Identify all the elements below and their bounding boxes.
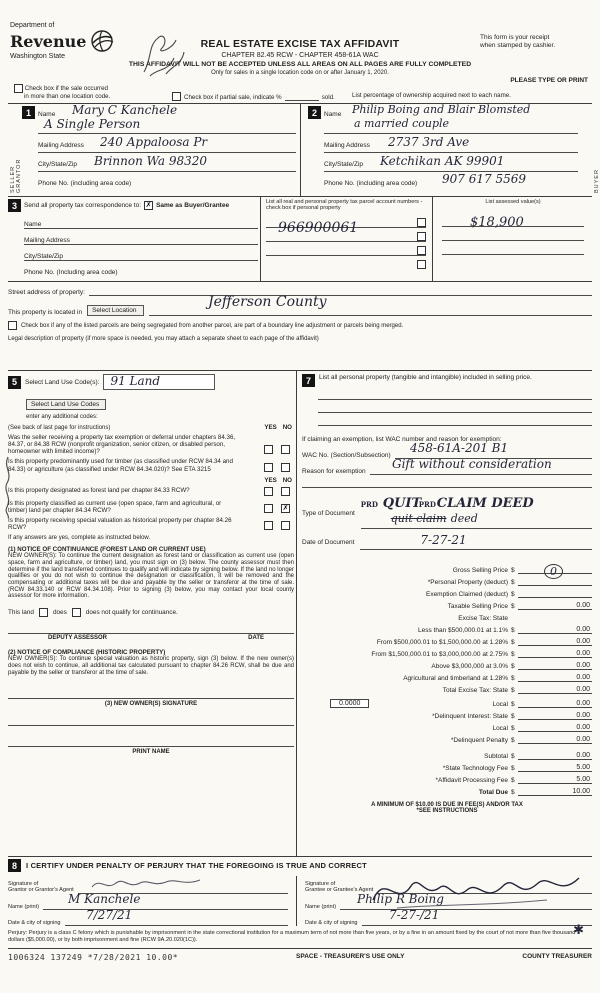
seller-name-field[interactable]: Name Mary C Kanchele A Single Person	[38, 103, 296, 134]
notice-compliance-title: (2) NOTICE OF COMPLIANCE (HISTORIC PROPERTY)	[8, 649, 166, 657]
local-tax-field[interactable]: 0.00	[518, 700, 592, 708]
ownership-note: List percentage of ownership acquired next to each name.	[352, 92, 511, 99]
personal-property-label: List all personal property (tangible and intangible) included in selling price.	[319, 374, 532, 381]
parties-section	[8, 103, 600, 196]
deputy-assessor-label: DEPUTY ASSESSOR	[48, 635, 108, 642]
does-not-checkbox[interactable]	[72, 608, 81, 617]
seller-city-field[interactable]: City/State/Zip Brinnon Wa 98320	[38, 153, 296, 172]
revenue-wordmark: Revenue	[10, 31, 87, 51]
only-sales-note: Only for sales in a single location code on or after January 1, 2020.	[211, 70, 389, 76]
delinquent-penalty-field[interactable]: 0.00	[518, 736, 592, 744]
date-of-document-label: Date of Document	[302, 539, 355, 546]
date-of-document-row	[302, 533, 592, 550]
county-treasurer-label: COUNTY TREASURER	[522, 953, 592, 960]
delinquent-interest-state-field[interactable]: 0.00	[518, 712, 592, 720]
tax-row-exemption: Exemption Claimed (deduct) $	[302, 586, 592, 598]
exemption-intro: If claiming an exemption, list WAC number and reason for exemption:	[302, 436, 502, 443]
buyer-city-value: Ketchikan AK 99901	[380, 154, 505, 168]
grantor-date-value: 7/27/21	[86, 908, 133, 922]
same-as-buyer-label: Same as Buyer/Grantee	[156, 202, 230, 209]
partial-sale-checkbox[interactable]	[172, 92, 181, 101]
assessed-values-column	[434, 197, 592, 255]
yes-header: YES	[264, 424, 277, 431]
cashier-receipt-stamp: 1006324 137249 *7/28/2021 10.00*	[8, 953, 179, 962]
yes-header-2: YES	[264, 476, 277, 484]
grantee-signature-label: Signature of Grantee or Grantee's Agent	[305, 880, 374, 894]
assessed-row-3[interactable]	[442, 241, 584, 255]
q3-no-checkbox[interactable]	[281, 487, 290, 496]
buyer-mailing-field[interactable]: Mailing Address 2737 3rd Ave	[324, 134, 578, 153]
form-chapter: CHAPTER 82.45 RCW - CHAPTER 458-61A WAC	[221, 52, 379, 59]
reason-row	[302, 459, 592, 475]
q3-yes-checkbox[interactable]	[264, 487, 273, 496]
seller-side-label: SELLER GRANTOR	[10, 158, 22, 193]
no-header-2: NO	[282, 476, 292, 484]
no-header: NO	[282, 424, 292, 431]
dollar-sign: $	[511, 627, 515, 634]
question-current-use: Is this property classified as current use (open space, farm and agricultural, or timber) land per chapter 84.34 RCW? ✗	[8, 499, 289, 514]
q4-yes-checkbox[interactable]	[264, 504, 273, 513]
grantor-name-print-value: M Kanchele	[68, 892, 141, 906]
land-use-section	[8, 374, 294, 854]
dollar-sign: $	[511, 789, 515, 796]
reason-label: Reason for exemption	[302, 468, 366, 475]
seller-name-value: Mary C Kanchele	[72, 103, 178, 117]
tier1-field[interactable]: 0.00	[518, 626, 592, 634]
grantee-name-print-label: Name (print)	[305, 904, 337, 910]
tax-row-tier3: From $1,500,000.01 to $3,000,000.00 at 2.75% $ 0.00	[371, 650, 590, 658]
agricultural-field[interactable]: 0.00	[518, 674, 592, 682]
notice-compliance-body: NEW OWNER(S): To continue special valuation as historic property, sign (3) below. If the new owner(s) does not wish to continue, all additional tax calculated pursuant to chapter 84.26 RCW, shall be due and payable by the seller or transferor at the time of sale.	[8, 656, 294, 676]
buyer-name-value-2: a married couple	[354, 117, 450, 130]
if-yes-note: If any answers are yes, complete as instructed below.	[8, 535, 151, 542]
washington-state-label: Washington State	[10, 53, 65, 60]
revenue-logo	[10, 22, 145, 60]
tax-row-delinquent-penalty: *Delinquent Penalty $ 0.00	[450, 736, 590, 744]
personal-property-line-3[interactable]	[318, 413, 592, 426]
send-correspondence-label: Send all property tax correspondence to:	[24, 202, 142, 209]
print-name-line[interactable]	[8, 726, 294, 747]
dollar-sign: $	[511, 777, 515, 784]
parcel-personal-checkbox-4[interactable]	[417, 260, 426, 269]
type-kept-value: deed	[450, 512, 478, 525]
dollar-sign: $	[511, 591, 515, 598]
street-address-label: Street address of property:	[8, 289, 85, 296]
title-block	[165, 38, 435, 59]
new-owner-signature-line-1[interactable]	[8, 676, 294, 699]
gross-selling-price-field[interactable]	[518, 565, 592, 578]
delinquent-interest-local-field[interactable]: 0.00	[518, 724, 592, 732]
does-checkbox[interactable]	[39, 608, 48, 617]
dollar-sign: $	[511, 567, 515, 574]
buyer-city-field[interactable]: City/State/Zip Ketchikan AK 99901	[324, 153, 578, 172]
deputy-assessor-signature-line[interactable]	[8, 617, 294, 634]
tax-row-agricultural: Agricultural and timberland at 1.28% $ 0.00	[403, 674, 590, 682]
section-8-badge: 8	[8, 859, 21, 872]
tax-row-local: 0.0000 Local $ 0.00	[302, 694, 592, 708]
land-use-code-field[interactable]	[103, 374, 215, 390]
q2-yes-checkbox[interactable]	[264, 463, 273, 472]
dollar-sign: $	[511, 663, 515, 670]
personal-property-deduct-field[interactable]	[518, 585, 592, 586]
section-1-badge: 1	[22, 106, 35, 119]
same-as-buyer-checkbox[interactable]: ✗	[145, 202, 152, 209]
land-use-code-value: 91 Land	[110, 374, 161, 388]
date-of-document-value: 7-27-21	[420, 533, 467, 547]
tax-row-total-state: Total Excise Tax: State $ 0.00	[442, 686, 590, 694]
question-timber-agriculture: Is this property predominantly used for timber (as classified under RCW 84.34 and 84.33) or agriculture (as classified under RCW 84.34.020)? See ETA 3215	[8, 458, 294, 472]
tax-row-delinquent-interest: *Delinquent Interest: State $ 0.00	[432, 712, 590, 720]
tier2-field[interactable]: 0.00	[518, 638, 592, 646]
revenue-swirl-icon	[89, 29, 115, 53]
minimum-due-note: A MINIMUM OF $10.00 IS DUE IN FEE(S) AND/OR TAX	[371, 802, 523, 808]
notice-continuance-body: NEW OWNER(S): To continue the current designation as forest land or classification as current use (open space, farm and agriculture, or timber) land, you must sign on (3) below. The county assessor must then determine if the land transferred continues to qualify and will indicate by signing below. If the land no longer qualifies or you do not wish to continue the designation or classification, it will be removed and the compensating or additional taxes will be due and payable by the seller or transferor at the time of sale. (RCW 84.33.140 or RCW 84.34.108). Prior to signing (3) below, you may contact your local county assessor for more information.	[8, 553, 294, 600]
property-location-block	[8, 283, 592, 342]
dollar-sign: $	[511, 579, 515, 586]
segregated-label: Check box if any of the listed parcels are being segregated from another parcel, are part of a boundary line adjustment or parcels being merged.	[21, 322, 404, 329]
new-owner-signature-line-2[interactable]	[8, 707, 294, 726]
buyer-phone-field[interactable]: Phone No. (including area code) 907 617 5569	[324, 172, 526, 187]
tier4-field[interactable]: 0.00	[518, 662, 592, 670]
date-of-document-field[interactable]	[360, 533, 592, 550]
seller-phone-field[interactable]: Phone No. (including area code)	[38, 180, 132, 187]
notice-continuance-title: (1) NOTICE OF CONTINUANCE (FOREST LAND OR CURRENT USE)	[8, 546, 206, 554]
margin-asterisk: ✱	[573, 922, 584, 937]
tax-row-delinquent-local: Local $ 0.00	[492, 724, 590, 732]
type-of-document-label: Type of Document	[302, 510, 355, 517]
tax-row-tier2: From $500,000.01 to $1,500,000.00 at 1.28% $ 0.00	[376, 638, 590, 646]
dept-of-label: Department of	[10, 22, 55, 29]
section-2-badge: 2	[308, 106, 321, 119]
excise-tax-table	[302, 562, 592, 796]
section-5-badge: 5	[8, 376, 21, 389]
dollar-sign: $	[511, 753, 515, 760]
partial-sale-check: Check box if partial sale, indicate % sold.	[172, 92, 335, 101]
assessed-header: List assessed value(s)	[485, 199, 541, 205]
buyer-grantee-section	[300, 103, 600, 196]
question-historic-property: Is this property receiving special valuation as historical property per chapter 84.26 RCW?	[8, 517, 294, 531]
processing-fee-field[interactable]: 5.00	[518, 776, 592, 784]
dollar-sign: $	[511, 651, 515, 658]
please-type-note: PLEASE TYPE OR PRINT	[510, 77, 588, 84]
tax-row-total-due: Total Due $ 10.00	[478, 788, 590, 796]
warning-line: THIS AFFIDAVIT WILL NOT BE ACCEPTED UNLESS ALL AREAS ON ALL PAGES ARE FULLY COMPLETED	[128, 61, 472, 68]
dollar-sign: $	[511, 765, 515, 772]
buyer-name-value: Philip Boing and Blair Blomsted	[352, 103, 531, 116]
tax-row-excise-header: Excise Tax: State	[458, 615, 508, 622]
correspondence-city-field[interactable]: City/State/Zip	[24, 245, 258, 261]
wac-label: WAC No. (Section/Subsection)	[302, 452, 391, 459]
deputy-date-label: DATE	[248, 635, 264, 642]
dollar-sign: $	[511, 713, 515, 720]
dollar-sign: $	[511, 639, 515, 646]
land-use-label: Select Land Use Code(s):	[25, 378, 100, 386]
grantor-signature-label: Signature of Grantor or Grantor's Agent	[8, 880, 74, 894]
parcel-number-value: 966900061	[278, 219, 359, 236]
grantor-signature	[88, 873, 208, 893]
continuance-qualify-row: This land does does not qualify for continuance.	[8, 609, 178, 617]
correspondence-phone-field[interactable]: Phone No. (Including area code)	[24, 269, 118, 276]
land-use-dropdown[interactable]: Select Land Use Codes	[26, 399, 106, 410]
reason-line-2[interactable]	[302, 475, 592, 488]
buyer-side-label: BUYER	[594, 169, 600, 193]
q5-no-checkbox[interactable]	[281, 521, 290, 530]
prd-note-2: PRD	[418, 500, 436, 509]
parcel-numbers-column	[262, 197, 430, 269]
grantee-date-label: Date & city of signing	[305, 920, 358, 926]
print-name-label: PRINT NAME	[132, 749, 170, 756]
parcel-personal-checkbox-2[interactable]	[417, 232, 426, 241]
receipt-note: This form is your receipt when stamped by cashier.	[480, 34, 556, 49]
section-7-badge: 7	[302, 374, 315, 387]
dollar-sign: $	[511, 725, 515, 732]
q5-yes-checkbox[interactable]	[264, 521, 273, 530]
q2-no-checkbox[interactable]	[281, 463, 290, 472]
seller-city-value: Brinnon Wa 98320	[94, 154, 208, 168]
see-instructions-note: *SEE INSTRUCTIONS	[416, 808, 478, 814]
parcel-personal-checkbox-3[interactable]	[417, 246, 426, 255]
subtotal-field[interactable]: 0.00	[518, 752, 592, 760]
tax-row-taxable: Taxable Selling Price $ 0.00	[447, 602, 590, 610]
located-in-label: This property is located in	[8, 309, 83, 316]
tax-row-processing-fee: *Affidavit Processing Fee $ 5.00	[435, 776, 590, 784]
footer-row	[8, 953, 592, 962]
wac-value: 458-61A-201 B1	[410, 441, 509, 455]
location-value: Jefferson County	[208, 294, 327, 310]
reason-value: Gift without consideration	[392, 457, 552, 471]
personal-property-line-2[interactable]	[318, 400, 592, 413]
assessed-value: $18,900	[470, 215, 524, 230]
type-struck-value: quit claim	[390, 512, 447, 525]
seller-name-value-2: A Single Person	[44, 117, 141, 131]
location-select[interactable]: Select Location	[87, 305, 143, 316]
segregated-checkbox[interactable]	[8, 321, 17, 330]
partial-sale-percent-field[interactable]	[285, 93, 319, 101]
type-of-document-row	[302, 496, 592, 529]
grantee-signature-block	[296, 876, 592, 926]
form-title: REAL ESTATE EXCISE TAX AFFIDAVIT	[200, 38, 400, 50]
technology-fee-field[interactable]: 5.00	[518, 764, 592, 772]
certification-section	[8, 859, 592, 926]
total-due-field[interactable]: 10.00	[518, 788, 592, 796]
section-3-badge: 3	[8, 199, 21, 212]
dollar-sign: $	[511, 687, 515, 694]
prd-note-1: PRD	[360, 500, 378, 509]
tax-correspondence-section	[8, 197, 592, 281]
personal-property-line-1[interactable]	[318, 387, 592, 400]
exemption-claimed-field[interactable]	[518, 597, 592, 598]
dollar-sign: $	[511, 701, 515, 708]
legal-description-label: Legal description of property (if more space is needed, you may attach a separate sheet to each page of the affidavit)	[8, 336, 319, 342]
grantor-date-label: Date & city of signing	[8, 920, 61, 926]
seller-grantor-section	[8, 103, 300, 196]
parcel-personal-checkbox-1[interactable]	[417, 218, 426, 227]
new-owner-signature-label: (3) NEW OWNER(S) SIGNATURE	[104, 701, 198, 708]
gross-selling-price-hw: 0	[544, 564, 563, 579]
grantor-name-print-label: Name (print)	[8, 904, 40, 910]
treasurer-space-label: SPACE - TREASURER'S USE ONLY	[296, 953, 405, 960]
taxable-selling-price-field[interactable]: 0.00	[518, 602, 592, 610]
parcel-header: List all real and personal property tax parcel account numbers - check box if personal property	[266, 199, 423, 212]
tax-row-subtotal: Subtotal $ 0.00	[484, 752, 590, 760]
certify-statement: I CERTIFY UNDER PENALTY OF PERJURY THAT THE FOREGOING IS TRUE AND CORRECT	[26, 861, 367, 870]
grantee-name-print-value: Philip R Boing	[357, 892, 444, 906]
multi-location-check: Check box if the sale occurred in more than one location code.	[14, 84, 164, 101]
question-exemption-deferral: Was the seller receiving a property tax exemption or deferral under chapters 84.36, 84.37, or 84.38 RCW (nonprofit organization, senior citizen, or disabled person, homeowner with limited income)?	[8, 434, 294, 455]
type-caps-quit: QUIT	[382, 496, 422, 511]
see-back-note: (See back of last page for instructions)	[8, 425, 111, 431]
question-forest-land: Is this property designated as forest land per chapter 84.33 RCW?	[8, 487, 294, 497]
dollar-sign: $	[511, 603, 515, 610]
buyer-name-field[interactable]: Name Philip Boing and Blair Blomsted a married couple	[324, 103, 578, 134]
perjury-statement: Perjury: Perjury is a class C felony which is punishable by imprisonment in the state correctional institution for a maximum term of not more than five years, or by a fine in an amount fixed by the court of not more than five thousand dollars ($5,000.00), or by both imprisonment and fine (RCW 9A.20.020(1C)).	[8, 930, 576, 943]
local-rate-box[interactable]: 0.0000	[330, 699, 369, 708]
additional-codes-label: enter any additional codes:	[26, 414, 98, 420]
total-excise-state-field[interactable]: 0.00	[518, 686, 592, 694]
tax-row-tier1: Less than $500,000.01 at 1.1% $ 0.00	[418, 626, 590, 634]
q1-yes-checkbox[interactable]	[264, 445, 273, 454]
tax-row-personal: *Personal Property (deduct) $	[302, 574, 592, 586]
tax-row-gross: Gross Selling Price $ 0	[302, 562, 592, 574]
type-of-document-field[interactable]	[360, 496, 592, 529]
dollar-sign: $	[511, 737, 515, 744]
tax-row-tier4: Above $3,000,000 at 3.0% $ 0.00	[431, 662, 590, 670]
dollar-sign: $	[511, 675, 515, 682]
buyer-phone-value: 907 617 5569	[442, 172, 526, 186]
q4-no-checkbox[interactable]: ✗	[282, 504, 289, 512]
tier3-field[interactable]: 0.00	[518, 650, 592, 658]
personal-property-section	[302, 374, 592, 854]
correspondence-mailing-field[interactable]: Mailing Address	[24, 229, 258, 245]
grantee-date-value: 7-27-/21	[389, 908, 440, 922]
seller-mailing-field[interactable]: Mailing Address 240 Appaloosa Pr	[38, 134, 296, 153]
type-caps-claim-deed: CLAIM DEED	[436, 496, 534, 511]
buyer-mailing-value: 2737 3rd Ave	[388, 135, 470, 149]
parcel-row-3[interactable]	[266, 242, 426, 256]
correspondence-name-field[interactable]: Name	[24, 213, 258, 229]
tax-row-technology-fee: *State Technology Fee $ 5.00	[442, 764, 590, 772]
q1-no-checkbox[interactable]	[281, 445, 290, 454]
grantor-signature-block	[8, 876, 296, 926]
parcel-row-4[interactable]	[266, 256, 426, 269]
seller-mailing-value: 240 Appaloosa Pr	[100, 135, 208, 149]
street-address-field[interactable]	[89, 285, 592, 296]
multi-location-checkbox[interactable]	[14, 84, 23, 93]
